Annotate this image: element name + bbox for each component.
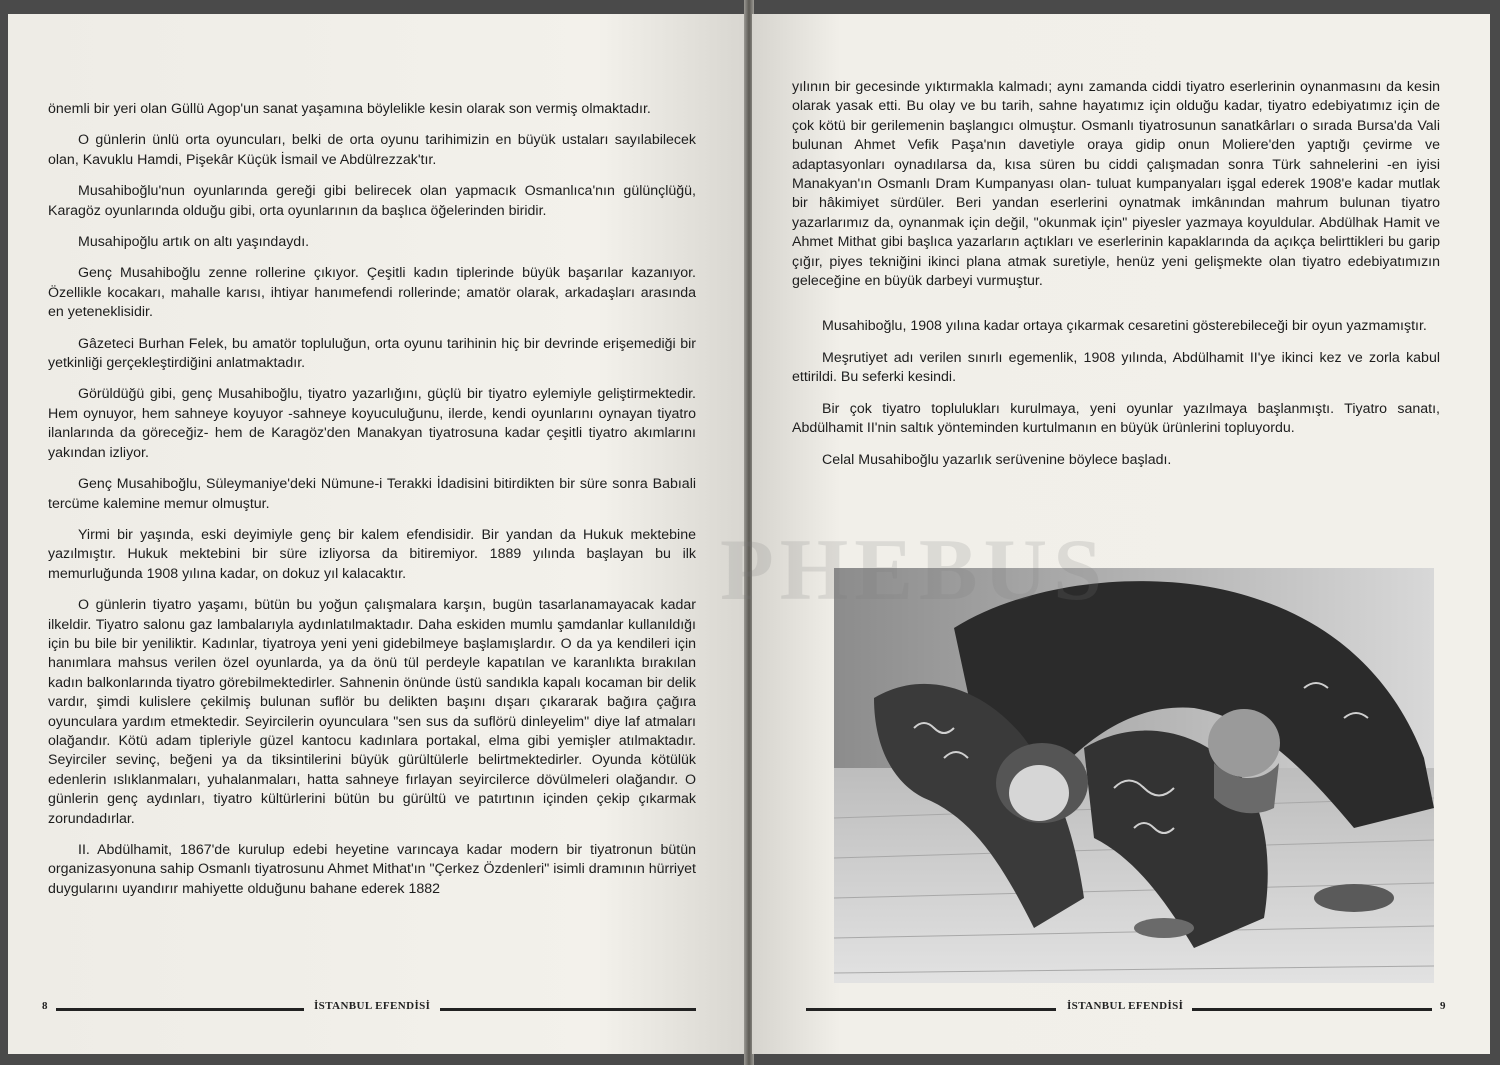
- paragraph: II. Abdülhamit, 1867'de kurulup edebi heyetine varıncaya kadar modern bir tiyatronun bütün organizasyonuna sahip Osmanlı tiyatrosunu Ahmet Mithat'ın "Çerkez Özdenleri" isimli dramının hürriyet duygularını uyandırır mahiyette olduğunu bahane ederek 1882: [48, 842, 696, 897]
- footer-rule-left: [56, 1008, 304, 1011]
- paragraph: Gâzeteci Burhan Felek, bu amatör topluluğun, orta oyunu tarihinin hiç bir devrinde erişemediği bir yetkinliği gerçekleştirdiğini anlatmaktadır.: [48, 335, 696, 372]
- left-page: [8, 14, 746, 1054]
- paragraph: Genç Musahiboğlu, Süleymaniye'deki Nümune-i Terakki İdadisini bitirdikten bir süre sonra Babıali tercüme kalemine memur olmuştur.: [48, 476, 696, 512]
- footer-rule-left: [806, 1008, 1056, 1011]
- paragraph: Celal Musahiboğlu yazarlık serüvenine böylece başladı.: [822, 451, 1172, 468]
- right-page-text: [792, 78, 1440, 482]
- paragraph: Musahipoğlu artık on altı yaşındaydı.: [78, 234, 310, 251]
- left-page-text: [48, 100, 696, 911]
- paragraph: O günlerin ünlü orta oyuncuları, belki de orta oyunu tarihimizin en büyük ustaları sayılabilecek olan, Kavuklu Hamdi, Pişekâr Küçük İsmail ve Abdülrezzak'tır.: [48, 132, 696, 168]
- page-number: 9: [1440, 1000, 1446, 1012]
- paragraph: Yirmi bir yaşında, eski deyimiyle genç bir kalem efendisidir. Bir yandan da Hukuk mektebine yazılmıştır. Hukuk mektebini bir süre izliyorsa da bitiremiyor. 1889 yılında başlayan bu ilk memurluğunda 1908 yılına kadar, on dokuz yıl kalacaktır.: [48, 526, 696, 582]
- paragraph: Musahiboğlu'nun oyunlarında gereği gibi belirecek olan yapmacık Osmanlıca'nın gülünçlüğü, Karagöz oyunlarında olduğu gibi, orta oyunlarının da başlıca öğelerinden biridir.: [48, 183, 696, 219]
- stage-photo-illustration: [834, 568, 1434, 983]
- running-title: İSTANBUL EFENDİSİ: [314, 1000, 431, 1012]
- page-number: 8: [42, 1000, 48, 1012]
- paragraph: Genç Musahiboğlu zenne rollerine çıkıyor. Çeşitli kadın tiplerinde büyük başarılar kazanıyor. Özellikle kocakarı, mahalle karısı, ihtiyar hanımefendi rollerinde; amatör olarak, arkadaşları arasında en yeteneklisidir.: [48, 265, 696, 321]
- watermark: PHEBUS: [720, 522, 1109, 619]
- stage-photo: [834, 568, 1434, 983]
- paragraph: Görüldüğü gibi, genç Musahiboğlu, tiyatro yazarlığını, güçlü bir tiyatro eylemiyle geliştirmektedir. Hem oynuyor, hem sahneye koyuyor -sahneye koyuculuğunu, ilerde, kendi oyunlarını oynayan tiyatro ilanlarında da göreceğiz- hem de Karagöz'den Manakyan tiyatrosuna kadar çeşitli tiyatro akımlarını yakından izliyor.: [48, 386, 696, 461]
- left-page-footer: [42, 1000, 706, 1016]
- running-title: İSTANBUL EFENDİSİ: [1067, 1000, 1184, 1012]
- paragraph: O günlerin tiyatro yaşamı, bütün bu yoğun çalışmalara karşın, bugün tasarlanamayacak kadar ilkeldir. Tiyatro salonu gaz lambalarıyla aydınlatılmaktadır. Daha eskiden mumlu şamdanlar kullanıldığı için bu bile bir yeniliktir. Kadınlar, tiyatroya yeni yeni gidebilmeye başlamışlardır. O da ya kendileri için hanımlara mahsus verilen özel oyunlarda, ya da önü tül perdeyle kapatılan ve karanlıkta bırakılan kadın balkonlarında tiyatro görebilmektedirler. Sahnenin önünde üstü sandıkla kapalı kocaman bir delik vardır, şimdi kulislere çekilmiş bulunan suflör bu delikten başını dışarı çıkararak bağıra çağıra oyunculara yardım etmektedir. Seyircilerin oyunculara "sen sus da suflörü dinleyelim" diye laf atmaları olağandır. Kötü adam tipleriyle güzel kantocu kadınlara portakal, elma gibi yemişler atılmaktadır. Seyirciler sevinç, beğeni ya da tiksintilerini büyük gürültülerle belirtmektedirler. Oyunda kötülük edenlerin ıslıklanmaları, yuhalanmaları, hatta sahneye fırlayan seyircilerce dövülmeleri olağandır. O günlerin genç aydınları, tiyatro kültürlerini bütün bu gürültü ve patırtının içinden çekip çıkarmak zorundadırlar.: [48, 597, 696, 827]
- paragraph: Musahiboğlu, 1908 yılına kadar ortaya çıkarmak cesaretini gösterebileceği bir oyun yazmamıştır.: [822, 318, 1427, 335]
- right-page-footer: [792, 1000, 1450, 1016]
- footer-rule-right: [1192, 1008, 1432, 1011]
- paragraph: Bir çok tiyatro toplulukları kurulmaya, yeni oyunlar yazılmaya başlanmıştı. Tiyatro sanatı, Abdülhamit II'nin saltık yönteminden kurtulmanın en büyük ürünlerini topluyordu.: [792, 400, 1440, 437]
- footer-rule-right: [440, 1008, 696, 1011]
- paragraph: Meşrutiyet adı verilen sınırlı egemenlik, 1908 yılında, Abdülhamit II'ye ikinci kez ve zorla kabul ettirildi. Bu seferki kesindi.: [792, 349, 1440, 386]
- paragraph: önemli bir yeri olan Güllü Agop'un sanat yaşamına böylelikle kesin olarak son vermiş olmaktadır.: [48, 101, 651, 117]
- paragraph: yılının bir gecesinde yıktırmakla kalmadı; aynı zamanda ciddi tiyatro eserlerinin oynanmasını da kesin olarak yasak etti. Bu olay ve bu tarih, sahne hayatımız için olduğu kadar, tiyatro edebiyatımız için de çok kötü bir gerilemenin başlangıcı olmuştur. Osmanlı tiyatrosunun sanatkârları o sırada Bursa'da Vali bulunan Ahmet Vefik Paşa'nın davetiyle oraya gidip onun Moliere'den yaptığı çevirme ve adaptasyonları oynadılarsa da, kısa süren bu ciddi çalışmadan sonra Türk sahnelerini -en iyisi Manakyan'ın Osmanlı Dram Kumpanyası olan- tuluat kumpanyaları işgal ederek 1908'e kadar mutlak bir hâkimiyet sürdüler. Beri yandan eserlerini oynatmak imkânından mahrum bulunan tiyatro yazarlarımız da, oynanmak için değil, "okunmak için" piyesler yazmaya koyuldular. Abdülhak Hamit ve Ahmet Mithat gibi başlıca yazarların açtıkları ve eserlerinin kapaklarında da açıkça belirttikleri bu garip çığır, piyes tekniğini ikinci plana atmak suretiyle, henüz yeni gelişmekte olan tiyatro edebiyatımızın geleceğine en büyük darbeyi vurmuştur.: [792, 79, 1440, 290]
